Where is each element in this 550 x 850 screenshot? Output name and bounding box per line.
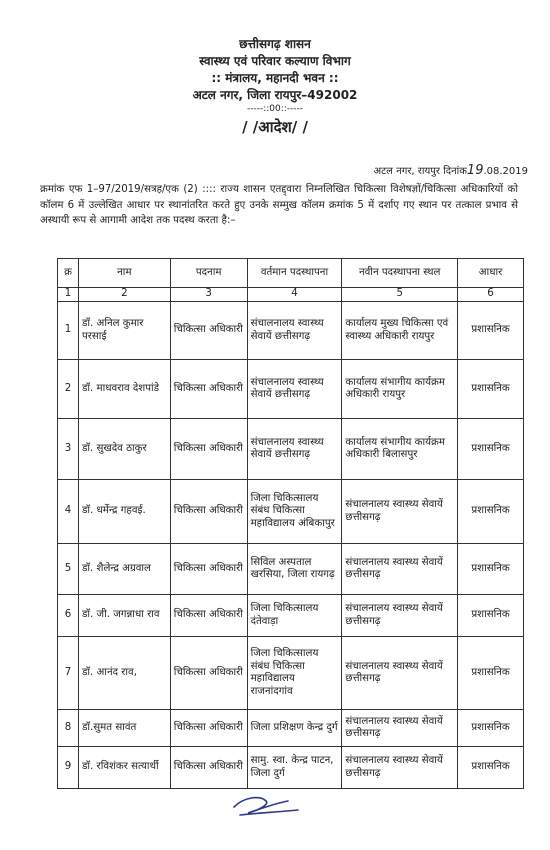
cell-basis: प्रशासनिक xyxy=(458,747,524,789)
col-number: 1 xyxy=(58,288,79,302)
cell-new-posting: संचालनालय स्वास्थ्य सेवायें छत्तीसगढ़ xyxy=(342,637,458,710)
col-number: 5 xyxy=(342,288,458,302)
department-name: स्वास्थ्य एवं परिवार कल्याण विभाग xyxy=(199,54,351,68)
cell-basis: प्रशासनिक xyxy=(458,710,524,747)
header-basis: आधार xyxy=(458,259,524,288)
cell-new-posting: संचालनालय स्वास्थ्य सेवायें छत्तीसगढ़ xyxy=(342,480,458,544)
cell-designation: चिकित्सा अधिकारी xyxy=(170,710,247,747)
cell-designation: चिकित्सा अधिकारी xyxy=(170,637,247,710)
cell-current-posting: संचालनालय स्वास्थ्य सेवायें छत्तीसगढ़ xyxy=(247,360,342,419)
cell-name: डॉ. जी. जगन्नाधा राव xyxy=(78,595,170,637)
cell-name: डॉ. धर्मेन्द्र गहवई. xyxy=(78,480,170,544)
cell-new-posting: संचालनालय स्वास्थ्य सेवायें छत्तीसगढ़ xyxy=(342,595,458,637)
header-separator: -----::00::----- xyxy=(246,104,304,114)
cell-new-posting: संचालनालय स्वास्थ्य सेवायें छत्तीसगढ़ xyxy=(342,710,458,747)
order-date xyxy=(374,163,529,178)
cell-current-posting: सिविल अस्पताल खरसिया, जिला रायगढ़ xyxy=(247,544,342,595)
cell-new-posting: कार्यालय संभागीय कार्यक्रम अधिकारी रायपुर xyxy=(342,360,458,419)
cell-basis: प्रशासनिक xyxy=(458,302,524,360)
cell-name: डॉ. माधवराव देशपांडे xyxy=(78,360,170,419)
cell-current-posting: जिला चिकित्सालय दंतेवाड़ा xyxy=(247,595,342,637)
cell-sn: 3 xyxy=(58,419,79,480)
col-number: 6 xyxy=(458,288,524,302)
cell-name: डॉ. सुखदेव ठाकुर xyxy=(78,419,170,480)
cell-name: डॉ. आनंद राव, xyxy=(78,637,170,710)
table-row xyxy=(58,302,524,360)
header-designation: पदनाम xyxy=(170,259,247,288)
table-row xyxy=(58,595,524,637)
cell-sn: 9 xyxy=(58,747,79,789)
col-number: 4 xyxy=(247,288,342,302)
cell-designation: चिकित्सा अधिकारी xyxy=(170,419,247,480)
cell-new-posting: संचालनालय स्वास्थ्य सेवायें छत्तीसगढ़ xyxy=(342,544,458,595)
col-number: 2 xyxy=(78,288,170,302)
cell-sn: 7 xyxy=(58,637,79,710)
cell-name: डॉ.सुमत सावंत xyxy=(78,710,170,747)
cell-basis: प्रशासनिक xyxy=(458,480,524,544)
cell-sn: 8 xyxy=(58,710,79,747)
cell-name: डॉ. शैलेन्द्र अग्रवाल xyxy=(78,544,170,595)
cell-designation: चिकित्सा अधिकारी xyxy=(170,595,247,637)
cell-designation: चिकित्सा अधिकारी xyxy=(170,360,247,419)
cell-new-posting: कार्यालय मुख्य चिकित्सा एवं स्वास्थ्य अधिकारी रायपुर xyxy=(342,302,458,360)
cell-current-posting: जिला चिकित्सालय संबंध चिकित्सा महाविद्यालय अंबिकापुर xyxy=(247,480,342,544)
table-row xyxy=(58,710,524,747)
order-body-paragraph: क्रमांक एफ 1–97/2019/सत्रह/एक (2) :::: राज्य शासन एतद्द्वारा निम्नलिखित चिकित्सा विशेषज्ञों/चिकित्सा अधिकारियों को कॉलम 6 में उल्लेखित आधार पर स्थानांतरित करते हुए उनके सम्मुख कॉलम क्रमांक 5 में दर्शाए गए स्थान पर तत्काल प्रभाव से अस्थायी रूप से आगामी आदेश तक पदस्थ करता है:– xyxy=(40,184,518,226)
header-new-posting: नवीन पदस्थापना स्थल xyxy=(342,259,458,288)
cell-current-posting: सामु. स्वा. केन्द्र पाटन, जिला दुर्ग xyxy=(247,747,342,789)
cell-sn: 5 xyxy=(58,544,79,595)
cell-designation: चिकित्सा अधिकारी xyxy=(170,747,247,789)
table-row xyxy=(58,419,524,480)
cell-current-posting: जिला चिकित्सालय संबंध चिकित्सा महाविद्यालय राजनांदगांव xyxy=(247,637,342,710)
cell-name: डॉ. रविशंकर सत्यार्थी xyxy=(78,747,170,789)
table-row xyxy=(58,360,524,419)
office-building: :: मंत्रालय, महानदी भवन :: xyxy=(211,71,339,85)
cell-basis: प्रशासनिक xyxy=(458,419,524,480)
date-day: 19 xyxy=(466,163,484,178)
cell-current-posting: संचालनालय स्वास्थ्य सेवायें छत्तीसगढ़ xyxy=(247,419,342,480)
table-row xyxy=(58,637,524,710)
signature-icon xyxy=(230,791,302,819)
date-prefix: अटल नगर, रायपुर दिनांक xyxy=(373,166,467,177)
table-column-number-row xyxy=(58,288,524,302)
table-header-row xyxy=(58,259,524,288)
cell-new-posting: कार्यालय संभागीय कार्यक्रम अधिकारी बिलासपुर xyxy=(342,419,458,480)
letterhead xyxy=(0,36,550,137)
govt-name: छत्तीसगढ़ शासन xyxy=(239,37,311,51)
cell-sn: 4 xyxy=(58,480,79,544)
cell-designation: चिकित्सा अधिकारी xyxy=(170,480,247,544)
transfer-table xyxy=(57,258,524,789)
header-name: नाम xyxy=(78,259,170,288)
cell-new-posting: संचालनालय स्वास्थ्य सेवायें छत्तीसगढ़ xyxy=(342,747,458,789)
cell-basis: प्रशासनिक xyxy=(458,360,524,419)
header-current-posting: वर्तमान पदस्थापना xyxy=(247,259,342,288)
cell-sn: 2 xyxy=(58,360,79,419)
cell-basis: प्रशासनिक xyxy=(458,544,524,595)
cell-basis: प्रशासनिक xyxy=(458,595,524,637)
table-row xyxy=(58,480,524,544)
cell-designation: चिकित्सा अधिकारी xyxy=(170,302,247,360)
order-title: / /आदेश/ / xyxy=(242,118,308,136)
office-address: अटल नगर, जिला रायपुर–492002 xyxy=(192,88,358,102)
cell-current-posting: जिला प्रशिक्षण केन्द्र दुर्ग xyxy=(247,710,342,747)
header-sn: क्र xyxy=(58,259,79,288)
cell-name: डॉ. अनिल कुमार परसाई xyxy=(78,302,170,360)
table-row xyxy=(58,747,524,789)
cell-sn: 1 xyxy=(58,302,79,360)
cell-designation: चिकित्सा अधिकारी xyxy=(170,544,247,595)
cell-sn: 6 xyxy=(58,595,79,637)
col-number: 3 xyxy=(170,288,247,302)
cell-current-posting: संचालनालय स्वास्थ्य सेवायें छत्तीसगढ़ xyxy=(247,302,342,360)
date-suffix: .08.2019 xyxy=(483,166,528,177)
table-row xyxy=(58,544,524,595)
cell-basis: प्रशासनिक xyxy=(458,637,524,710)
